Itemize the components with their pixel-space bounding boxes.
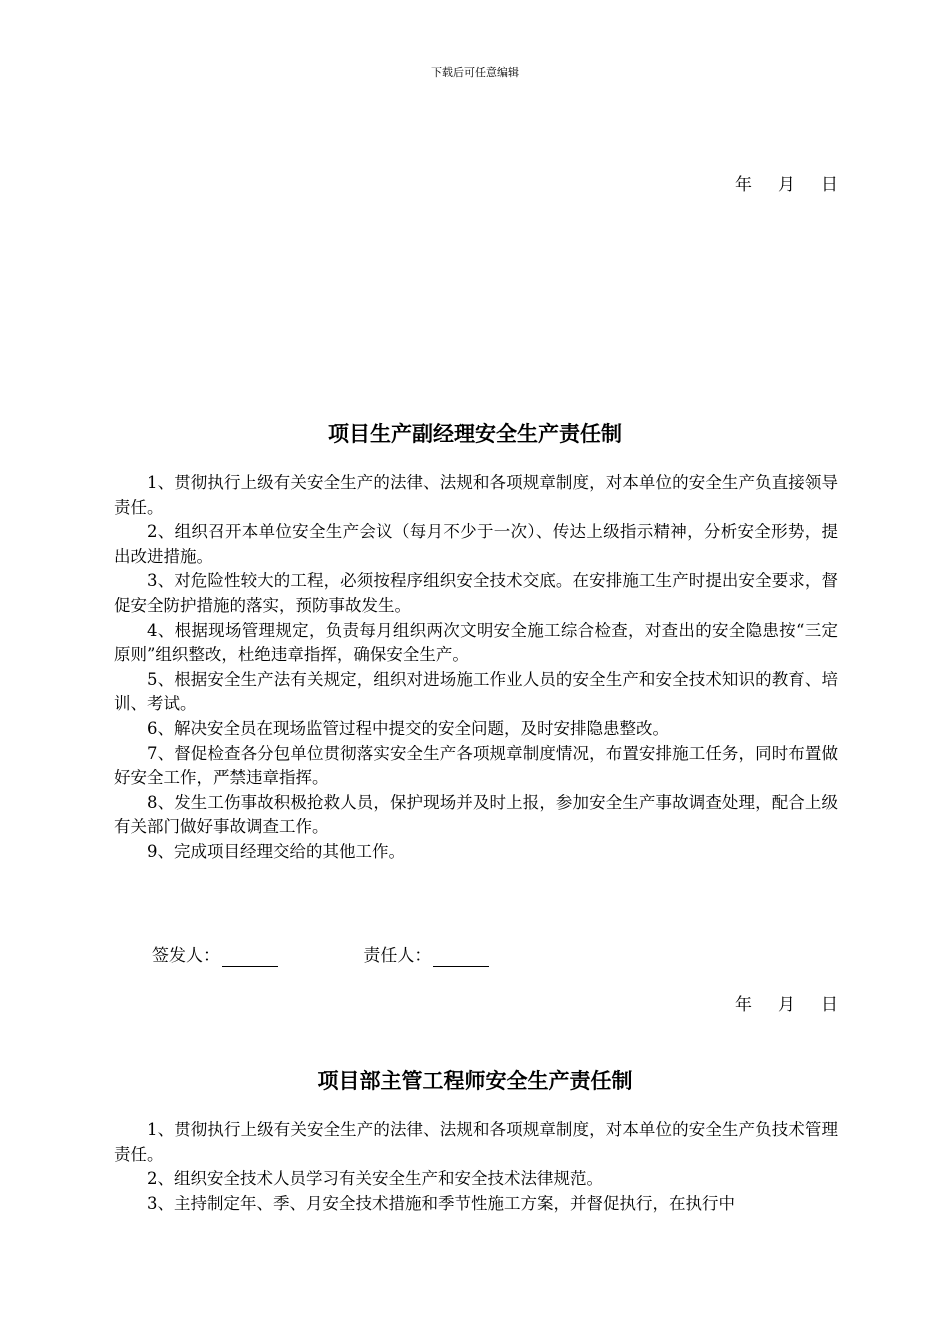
- paragraph: 3、对危险性较大的工程，必须按程序组织安全技术交底。在安排施工生产时提出安全要求，督促安全防护措施的落实，预防事故发生。: [114, 571, 838, 615]
- issuer-blank-line: [222, 950, 278, 967]
- paragraph: 3、主持制定年、季、月安全技术措施和季节性施工方案，并督促执行，在执行中: [147, 1193, 735, 1213]
- date-year-label: 年: [735, 995, 752, 1015]
- header-note: 下载后可任意编辑: [431, 66, 519, 79]
- signature-row: [152, 945, 489, 967]
- paragraph: 8、发生工伤事故积极抢救人员，保护现场并及时上报，参加安全生产事故调查处理，配合上级有关部门做好事故调查工作。: [114, 792, 838, 837]
- date-year-label: 年: [735, 175, 752, 195]
- paragraph: 1、贯彻执行上级有关安全生产的法律、法规和各项规章制度，对本单位的安全生产负技术管理责任。: [114, 1120, 838, 1164]
- paragraph: 2、组织安全技术人员学习有关安全生产和安全技术法律规范。: [147, 1169, 603, 1189]
- paragraph: 1、贯彻执行上级有关安全生产的法律、法规和各项规章制度，对本单位的安全生产负直接领导责任。: [114, 473, 838, 517]
- date-line: [735, 994, 838, 1016]
- responsible-label: 责任人：: [363, 946, 432, 966]
- section-body: [114, 1118, 838, 1216]
- date-line: [735, 174, 838, 196]
- paragraph: 9、完成项目经理交给的其他工作。: [147, 841, 405, 861]
- section-title: 项目生产副经理安全生产责任制: [328, 422, 622, 446]
- section-title: 项目部主管工程师安全生产责任制: [317, 1069, 633, 1093]
- responsible-signature: [363, 945, 489, 967]
- paragraph: 7、督促检查各分包单位贯彻落实安全生产各项规章制度情况，布置安排施工任务，同时布置做好安全工作，严禁违章指挥。: [114, 743, 838, 788]
- date-day-label: 日: [821, 995, 838, 1015]
- date-month-label: 月: [778, 995, 795, 1015]
- paragraph: 4、根据现场管理规定，负责每月组织两次文明安全施工综合检查，对查出的安全隐患按“三定原则”组织整改，杜绝违章指挥，确保安全生产。: [114, 620, 838, 665]
- paragraph: 5、根据安全生产法有关规定，组织对进场施工作业人员的安全生产和安全技术知识的教育、培训、考试。: [114, 669, 838, 714]
- paragraph: 2、组织召开本单位安全生产会议（每月不少于一次）、传达上级指示精神，分析安全形势，提出改进措施。: [114, 522, 838, 566]
- responsible-blank-line: [433, 950, 489, 967]
- issuer-signature: [152, 945, 278, 967]
- date-month-label: 月: [778, 175, 795, 195]
- date-day-label: 日: [821, 175, 838, 195]
- issuer-label: 签发人：: [152, 946, 220, 966]
- paragraph: 6、解决安全员在现场监管过程中提交的安全问题，及时安排隐患整改。: [147, 718, 669, 738]
- section-body: [114, 471, 838, 865]
